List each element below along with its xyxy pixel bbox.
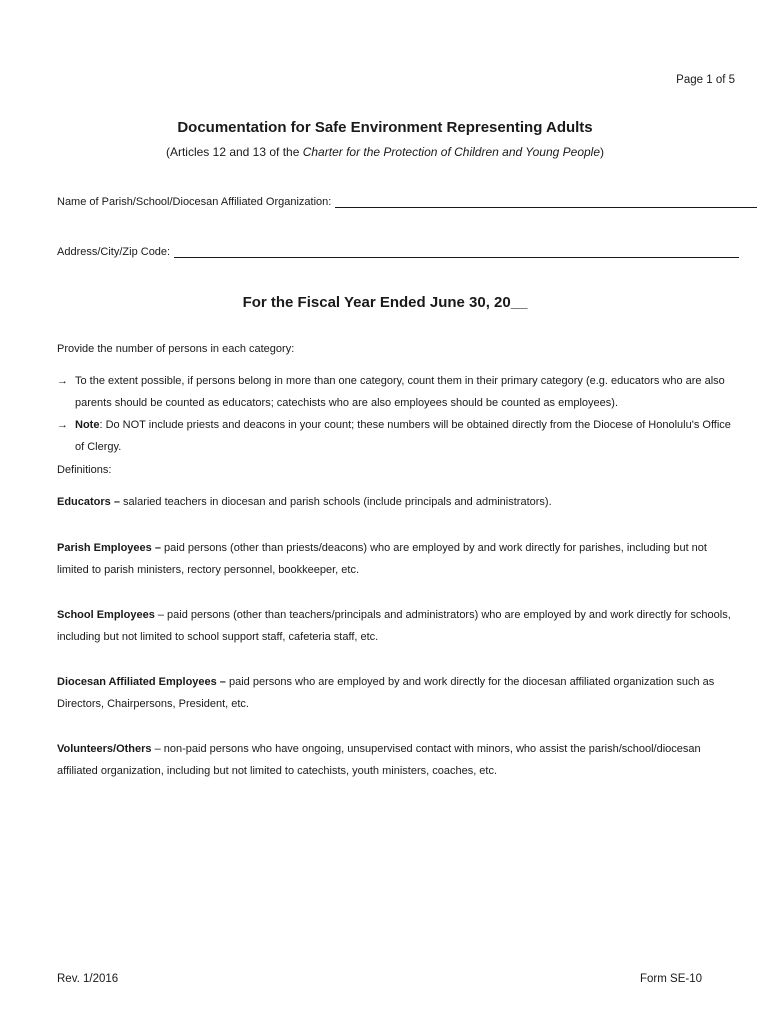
definition-educators [57, 491, 732, 513]
definition-text: paid persons (other than priests/deacons) who are employed by and work directly for parishes, including but not limited to parish ministers, rectory personnel, bookkeeper, etc. [57, 542, 707, 576]
fiscal-year-heading: For the Fiscal Year Ended June 30, 20__ [242, 294, 528, 311]
definition-term: School Employees [57, 609, 155, 621]
instructions-intro: Provide the number of persons in each category: [57, 343, 295, 355]
organization-input-line[interactable] [335, 195, 757, 208]
definition-text: paid persons who are employed by and work directly for the diocesan affiliated organization such as Directors, Chairpersons, President, etc. [57, 676, 715, 710]
subtitle-prefix: (Articles 12 and 13 of the [165, 145, 303, 159]
page-number: Page 1 of 5 [676, 74, 735, 86]
instruction-bullet-primary-category [57, 370, 737, 414]
definition-term: Volunteers/Others [57, 743, 152, 755]
arrow-icon: → [57, 375, 68, 387]
address-field [57, 245, 739, 258]
definition-diocesan-employees [57, 671, 732, 715]
address-input-line[interactable] [174, 245, 739, 258]
note-text: : Do NOT include priests and deacons in your count; these numbers will be obtained directly from the Diocese of Honolulu's Office of Clergy. [75, 419, 731, 453]
bullet-text: To the extent possible, if persons belong in more than one category, count them in their primary category (e.g. educators who are also parents should be counted as educators; catechists who are also employees should be counted as employees). [75, 375, 725, 409]
note-label: Note [75, 419, 100, 431]
definition-term: Educators – [57, 496, 120, 508]
subtitle-charter-name: Charter for the Protection of Children and Young People [302, 145, 601, 159]
definition-text: – non-paid persons who have ongoing, unsupervised contact with minors, who assist the parish/school/diocesan affiliated organization, including but not limited to catechists, youth ministers, coaches, etc. [57, 743, 701, 777]
organization-label: Name of Parish/School/Diocesan Affiliated Organization: [57, 196, 332, 208]
definitions-heading: Definitions: [57, 464, 112, 476]
definition-volunteers [57, 738, 732, 782]
definition-term: Parish Employees – [57, 542, 161, 554]
document-title: Documentation for Safe Environment Representing Adults [177, 119, 593, 136]
address-label: Address/City/Zip Code: [57, 246, 171, 258]
definition-text: – paid persons (other than teachers/principals and administrators) who are employed by and work directly for schools, including but not limited to school support staff, cafeteria staff, etc. [57, 609, 731, 643]
form-number: Form SE-10 [640, 973, 702, 985]
definition-school-employees [57, 604, 732, 648]
revision-label: Rev. 1/2016 [57, 973, 119, 985]
definition-term: Diocesan Affiliated Employees – [57, 676, 226, 688]
definition-parish-employees [57, 537, 732, 581]
arrow-icon: → [57, 419, 68, 431]
organization-field [57, 195, 757, 208]
definition-text: salaried teachers in diocesan and parish schools (include principals and administrators). [119, 496, 552, 508]
subtitle-suffix: ) [600, 145, 605, 159]
bullet-text [75, 414, 737, 458]
instruction-bullet-note [57, 414, 737, 458]
document-subtitle [0, 145, 770, 159]
